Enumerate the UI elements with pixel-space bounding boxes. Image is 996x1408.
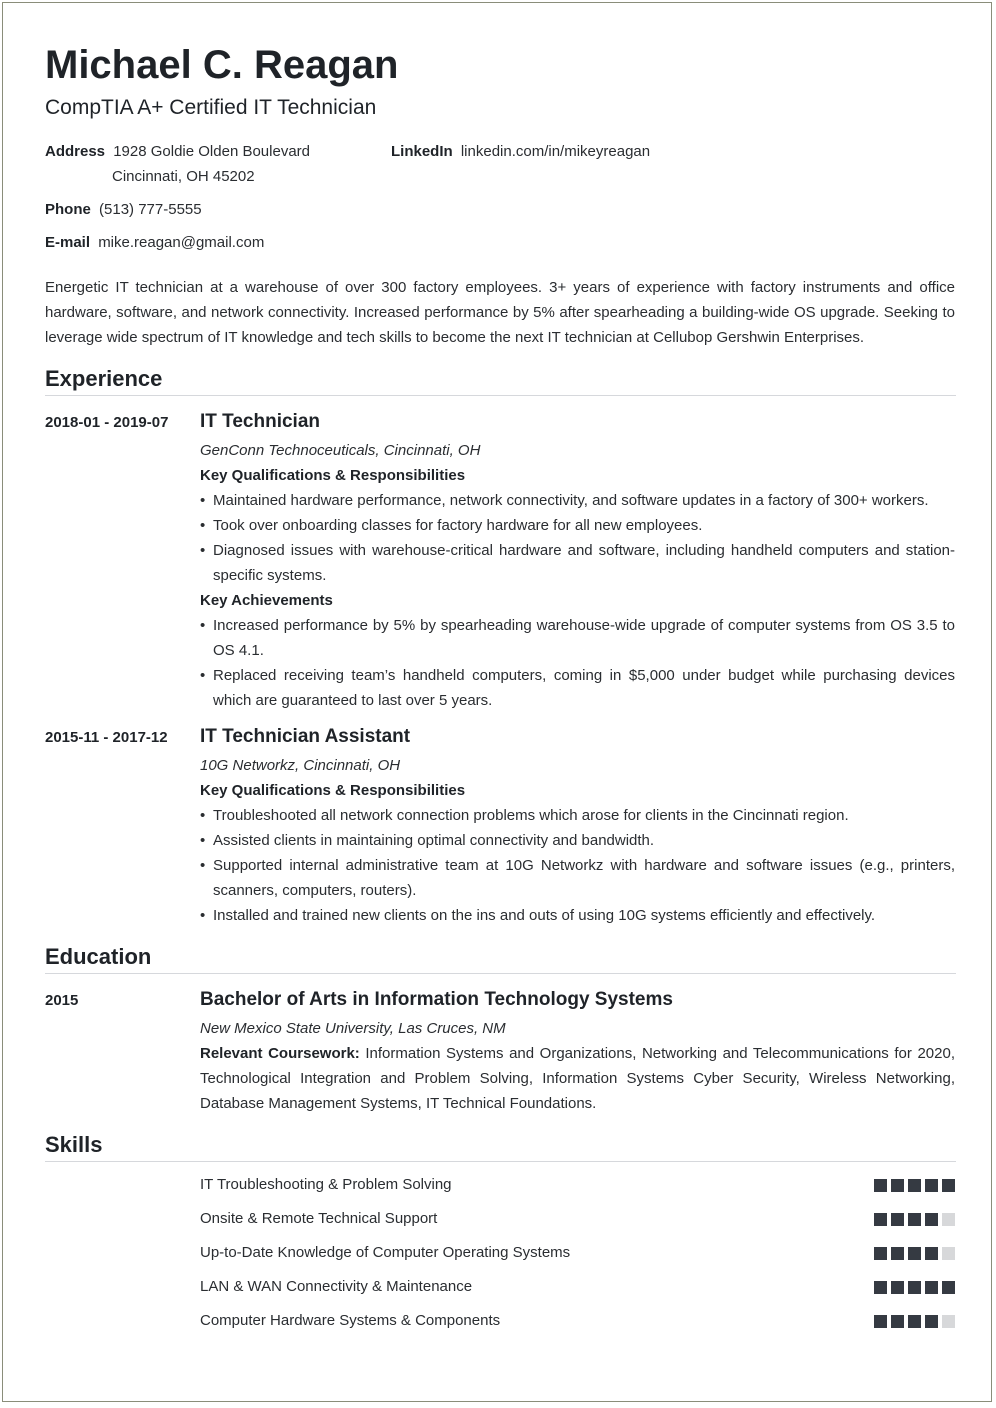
experience-heading: Experience [45, 366, 956, 396]
skill-level-filled [891, 1247, 904, 1260]
list-item: • Troubleshooted all network connection problems which arose for clients in the Cincinnati region. [200, 803, 955, 828]
skill-level-filled [908, 1281, 921, 1294]
address-label: Address [45, 143, 106, 160]
skill-level-empty [942, 1213, 955, 1226]
skills-heading: Skills [45, 1132, 956, 1162]
address-line2: Cincinnati, OH 45202 [112, 168, 255, 185]
skill-name: Up-to-Date Knowledge of Computer Operating Systems [200, 1244, 571, 1261]
linkedin-link[interactable]: linkedin.com/in/mikeyreagan [460, 143, 651, 160]
skill-level-filled [874, 1179, 887, 1192]
phone-label: Phone [45, 201, 91, 218]
list-item: • Took over onboarding classes for factory hardware for all new employees. [200, 513, 955, 538]
skill-level-filled [925, 1315, 938, 1328]
job-2-dates: 2015-11 - 2017-12 [45, 729, 168, 746]
candidate-name: Michael C. Reagan [45, 43, 399, 87]
skill-level-filled [925, 1213, 938, 1226]
job-2-details [200, 724, 955, 928]
skill-level-indicator [874, 1315, 955, 1328]
list-item: • Replaced receiving team’s handheld computers, coming in $5,000 under budget while purchasing devices which are guaranteed to last over 5 years. [200, 663, 955, 713]
skill-level-filled [891, 1281, 904, 1294]
skill-level-filled [908, 1179, 921, 1192]
list-item: • Increased performance by 5% by spearheading warehouse-wide upgrade of computer systems from OS 3.5 to OS 4.1. [200, 613, 955, 663]
list-item: • Supported internal administrative team at 10G Networkz with hardware and software issues (e.g., printers, scanners, computers, routers). [200, 853, 955, 903]
coursework-label: Relevant Coursework: [200, 1045, 360, 1062]
skill-level-indicator [874, 1213, 955, 1226]
degree-title: Bachelor of Arts in Information Technology Systems [200, 989, 673, 1010]
skill-level-indicator [874, 1179, 955, 1192]
skill-level-empty [942, 1247, 955, 1260]
job-1-title: IT Technician [200, 411, 321, 432]
skill-level-filled [874, 1247, 887, 1260]
skill-name: Computer Hardware Systems & Components [200, 1312, 501, 1329]
education-heading: Education [45, 944, 956, 974]
skill-level-filled [942, 1179, 955, 1192]
skill-name: IT Troubleshooting & Problem Solving [200, 1176, 452, 1193]
skill-level-filled [908, 1247, 921, 1260]
skill-row [200, 1275, 955, 1300]
list-item: • Maintained hardware performance, network connectivity, and software updates in a factory of 300+ workers. [200, 488, 955, 513]
skill-level-filled [874, 1315, 887, 1328]
skill-row [200, 1309, 955, 1334]
job-1-resp-heading: Key Qualifications & Responsibilities [200, 467, 466, 484]
skill-level-filled [874, 1281, 887, 1294]
skill-level-filled [942, 1281, 955, 1294]
skill-level-indicator [874, 1281, 955, 1294]
job-1-achievements [200, 613, 955, 713]
contact-linkedin [391, 143, 650, 160]
job-1-details [200, 409, 955, 713]
contact-address [45, 143, 310, 160]
list-item: • Assisted clients in maintaining optimal connectivity and bandwidth. [200, 828, 955, 853]
contact-email [45, 234, 264, 251]
skill-level-filled [925, 1247, 938, 1260]
skill-level-filled [908, 1213, 921, 1226]
profile-summary: Energetic IT technician at a warehouse of over 300 factory employees. 3+ years of experience with factory instruments and office hardware, software, and network connectivity. Increased performance by 5% after spearheading a building-wide OS upgrade. Seeking to leverage wide spectrum of IT knowledge and tech skills to become the next IT technician at Cellubop Gershwin Enterprises. [45, 279, 955, 346]
job-1-responsibilities [200, 488, 955, 588]
skill-level-indicator [874, 1247, 955, 1260]
coursework-text: Information Systems and Organizations, Networking and Telecommunications for 2020, Technological Integration and Problem Solving, Information Systems Cyber Security, Wireless Networking, Database Management Systems, IT Technical Foundations. [200, 1045, 955, 1112]
skill-level-filled [891, 1315, 904, 1328]
list-item: • Installed and trained new clients on the ins and outs of using 10G systems efficiently and effectively. [200, 903, 955, 928]
skill-level-filled [891, 1179, 904, 1192]
skill-level-filled [925, 1179, 938, 1192]
job-1-company: GenConn Technoceuticals, Cincinnati, OH [200, 442, 481, 459]
school-name: New Mexico State University, Las Cruces, NM [200, 1020, 506, 1037]
skill-level-filled [874, 1213, 887, 1226]
skill-row [200, 1241, 955, 1266]
job-2-company: 10G Networkz, Cincinnati, OH [200, 757, 401, 774]
address-line1: 1928 Goldie Olden Boulevard [113, 143, 311, 160]
resume-page [2, 2, 992, 1402]
list-item: • Diagnosed issues with warehouse-critical hardware and software, including handheld computers and station-specific systems. [200, 538, 955, 588]
skill-level-filled [891, 1213, 904, 1226]
skill-name: LAN & WAN Connectivity & Maintenance [200, 1278, 473, 1295]
email-link[interactable]: mike.reagan@gmail.com [98, 234, 265, 251]
skill-level-filled [908, 1315, 921, 1328]
candidate-title: CompTIA A+ Certified IT Technician [45, 96, 377, 119]
job-2-resp-heading: Key Qualifications & Responsibilities [200, 782, 466, 799]
coursework [200, 1041, 955, 1116]
skill-level-filled [925, 1281, 938, 1294]
education-year: 2015 [45, 992, 79, 1009]
linkedin-label: LinkedIn [391, 143, 453, 160]
skill-name: Onsite & Remote Technical Support [200, 1210, 438, 1227]
job-2-title: IT Technician Assistant [200, 726, 411, 747]
job-2-responsibilities [200, 803, 955, 928]
email-label: E-mail [45, 234, 91, 251]
job-1-ach-heading: Key Achievements [200, 592, 333, 609]
phone-value: (513) 777-5555 [99, 201, 202, 218]
skill-row [200, 1173, 955, 1198]
skill-row [200, 1207, 955, 1232]
education-details [200, 987, 955, 1116]
job-1-dates: 2018-01 - 2019-07 [45, 414, 169, 431]
contact-phone [45, 201, 202, 218]
skill-level-empty [942, 1315, 955, 1328]
